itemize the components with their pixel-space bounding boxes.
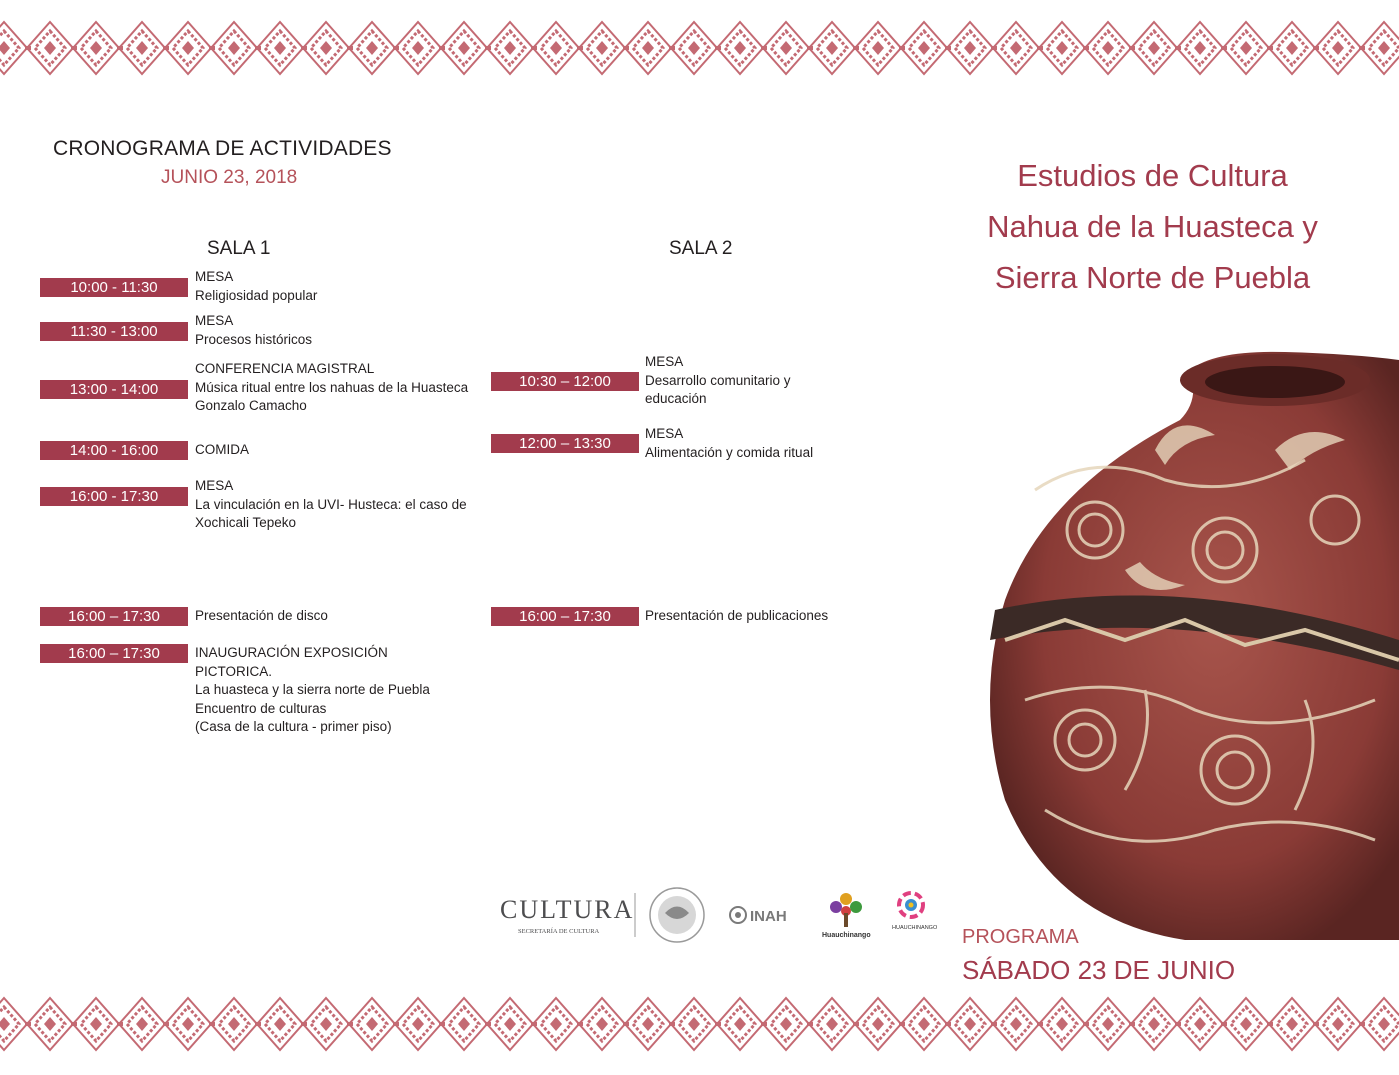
pattern-diamond-core — [0, 1017, 10, 1031]
pattern-diamond-core — [1056, 41, 1068, 55]
pattern-diamond-core — [826, 41, 838, 55]
pattern-diamond-core — [642, 41, 654, 55]
huauchinango-text: Huauchinango — [822, 932, 871, 939]
pattern-diamond-core — [1332, 41, 1344, 55]
title-line: Nahua de la Huasteca y — [987, 209, 1318, 244]
pattern-diamond-core — [366, 1017, 378, 1031]
sala2-time-1: 10:30 – 12:00 — [491, 372, 639, 391]
event-line: INAUGURACIÓN EXPOSICIÓN — [195, 645, 388, 660]
pattern-diamond-core — [964, 1017, 976, 1031]
sala1-desc-1 — [195, 268, 317, 305]
event-line: Presentación de disco — [195, 608, 328, 623]
huauchinango-pinwheel-text: HUAUCHINANGO — [892, 925, 938, 931]
event-line: Presentación de publicaciones — [645, 608, 829, 623]
title-line: Estudios de Cultura — [1017, 158, 1288, 193]
sala1-desc-2 — [195, 312, 312, 349]
pattern-diamond-core — [90, 41, 102, 55]
event-line: Procesos históricos — [195, 331, 313, 347]
pattern-diamond-core — [0, 41, 10, 55]
pattern-diamond-core — [918, 1017, 930, 1031]
pattern-diamond-core — [44, 41, 56, 55]
pattern-diamond-core — [1332, 1017, 1344, 1031]
pattern-diamond-core — [412, 1017, 424, 1031]
pattern-diamond-core — [1378, 41, 1390, 55]
program-label: PROGRAMA — [962, 926, 1079, 948]
pattern-diamond-core — [366, 41, 378, 55]
pattern-diamond-core — [596, 1017, 608, 1031]
top-pattern-border — [0, 20, 1399, 76]
event-line: Xochicali Tepeko — [195, 515, 297, 530]
pattern-diamond-core — [136, 1017, 148, 1031]
pattern-diamond-core — [734, 1017, 746, 1031]
event-line: educación — [645, 391, 707, 406]
sala1-desc-5 — [195, 477, 467, 533]
cultura-logo: CULTURA — [500, 895, 635, 924]
event-line: MESA — [645, 354, 684, 369]
pattern-diamond-core — [182, 1017, 194, 1031]
pattern-diamond-core — [872, 41, 884, 55]
pattern-diamond-core — [1148, 1017, 1160, 1031]
pattern-diamond-core — [504, 41, 516, 55]
pattern-diamond-core — [964, 41, 976, 55]
sala-1-label: SALA 1 — [207, 238, 271, 259]
event-line: Música ritual entre los nahuas de la Huasteca — [195, 379, 469, 395]
pattern-diamond-core — [228, 41, 240, 55]
huauchinango-logo — [822, 893, 871, 939]
event-line: CONFERENCIA MAGISTRAL — [195, 361, 375, 376]
pattern-diamond-core — [412, 41, 424, 55]
event-line: MESA — [195, 269, 234, 284]
pattern-diamond-core — [320, 41, 332, 55]
pattern-diamond-core — [458, 41, 470, 55]
sala1-time-6: 16:00 – 17:30 — [40, 607, 188, 626]
cultura-subtitle: SECRETARÍA DE CULTURA — [518, 928, 600, 935]
pattern-diamond-core — [90, 1017, 102, 1031]
event-line: La huasteca y la sierra norte de Puebla — [195, 682, 430, 697]
sala1-desc-7 — [195, 644, 430, 737]
inah-text: INAH — [750, 908, 787, 925]
event-line: La vinculación en la UVI- Husteca: el caso de — [195, 496, 467, 512]
pattern-diamond-core — [1102, 41, 1114, 55]
sala2-time-3: 16:00 – 17:30 — [491, 607, 639, 626]
pattern-diamond-core — [826, 1017, 838, 1031]
pattern-diamond-core — [688, 1017, 700, 1031]
pattern-diamond-core — [274, 1017, 286, 1031]
inah-logo — [730, 907, 787, 925]
pattern-diamond-core — [1286, 41, 1298, 55]
pattern-diamond-core — [780, 1017, 792, 1031]
pattern-diamond-core — [642, 1017, 654, 1031]
pattern-diamond-core — [1240, 41, 1252, 55]
program-date: SÁBADO 23 DE JUNIO — [962, 955, 1236, 985]
event-line: MESA — [195, 313, 234, 328]
sala2-desc-2 — [645, 425, 813, 462]
pattern-diamond-core — [1102, 1017, 1114, 1031]
sala1-desc-3 — [195, 360, 468, 416]
pattern-diamond-core — [1194, 1017, 1206, 1031]
pattern-diamond-core — [596, 41, 608, 55]
sala2-desc-3 — [645, 607, 828, 626]
pattern-diamond-core — [44, 1017, 56, 1031]
sponsor-logos — [500, 885, 950, 945]
sala1-time-1: 10:00 - 11:30 — [40, 278, 188, 297]
event-line: Alimentación y comida ritual — [645, 444, 814, 460]
schedule-heading: CRONOGRAMA DE ACTIVIDADES — [53, 137, 392, 160]
sala2-time-2: 12:00 – 13:30 — [491, 434, 639, 453]
pattern-diamond-core — [182, 41, 194, 55]
pattern-diamond-core — [734, 41, 746, 55]
huauchinango-pinwheel-logo — [892, 893, 938, 931]
pattern-diamond-core — [320, 1017, 332, 1031]
pattern-diamond-core — [1010, 41, 1022, 55]
pattern-diamond-core — [550, 1017, 562, 1031]
pattern-diamond-core — [918, 41, 930, 55]
event-line: Encuentro de culturas — [195, 700, 327, 716]
sala2-desc-1 — [645, 353, 791, 409]
sala1-desc-6 — [195, 607, 328, 626]
sala1-time-5: 16:00 - 17:30 — [40, 487, 188, 506]
pattern-diamond-core — [1240, 1017, 1252, 1031]
pattern-diamond-core — [872, 1017, 884, 1031]
pattern-diamond-core — [136, 41, 148, 55]
pattern-diamond-core — [780, 41, 792, 55]
bottom-pattern-border — [0, 996, 1399, 1052]
pattern-diamond-core — [458, 1017, 470, 1031]
pattern-diamond-core — [1148, 41, 1160, 55]
schedule-date: JUNIO 23, 2018 — [161, 167, 298, 188]
sala1-time-2: 11:30 - 13:00 — [40, 322, 188, 341]
pattern-diamond-core — [274, 41, 286, 55]
pattern-diamond-core — [550, 41, 562, 55]
pattern-diamond-core — [1378, 1017, 1390, 1031]
event-line: PICTORICA. — [195, 663, 273, 679]
pattern-diamond-core — [228, 1017, 240, 1031]
pattern-diamond-core — [1056, 1017, 1068, 1031]
pattern-diamond-core — [688, 41, 700, 55]
event-line: COMIDA — [195, 442, 249, 457]
event-line: (Casa de la cultura - primer piso) — [195, 719, 392, 734]
clay-vase-image — [975, 340, 1399, 940]
event-line: MESA — [645, 426, 684, 441]
pattern-diamond-core — [1286, 1017, 1298, 1031]
event-title — [960, 150, 1345, 303]
event-line: Desarrollo comunitario y — [645, 372, 791, 388]
sala1-desc-4 — [195, 441, 249, 460]
event-line: MESA — [195, 478, 234, 493]
title-line: Sierra Norte de Puebla — [994, 260, 1311, 295]
pattern-diamond-core — [1010, 1017, 1022, 1031]
event-line: Religiosidad popular — [195, 287, 318, 303]
pattern-diamond-core — [504, 1017, 516, 1031]
pattern-diamond-core — [1194, 41, 1206, 55]
sala1-time-4: 14:00 - 16:00 — [40, 441, 188, 460]
sala1-time-3: 13:00 - 14:00 — [40, 380, 188, 399]
sala1-time-7: 16:00 – 17:30 — [40, 644, 188, 663]
event-line: Gonzalo Camacho — [195, 398, 307, 413]
sala-2-label: SALA 2 — [669, 238, 733, 259]
